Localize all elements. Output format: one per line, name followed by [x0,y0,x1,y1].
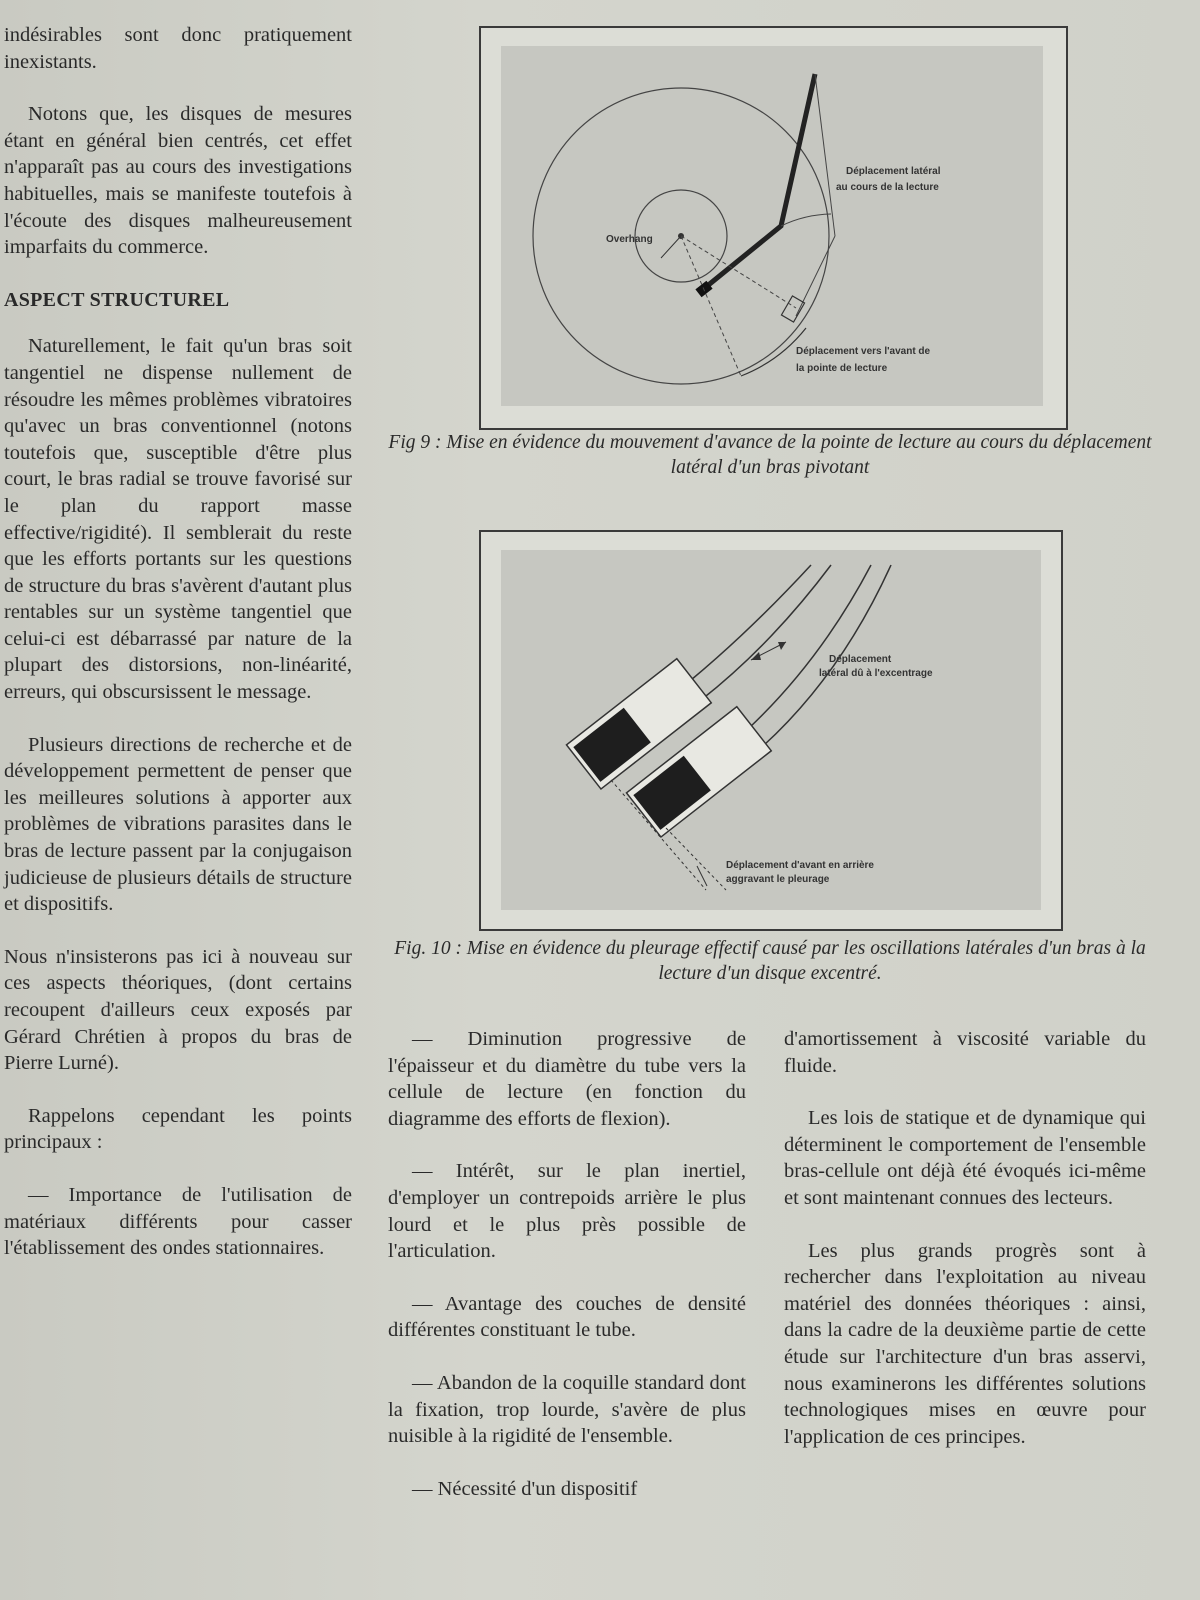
paragraph: Nous n'insisterons pas ici à nouveau sur ces aspects théoriques, (dont certains recoupent d'ailleurs ceux exposés par Gérard Chrétien à propos du bras de Pierre Lurné). [4,945,352,1075]
figure-9-caption: Fig 9 : Mise en évidence du mouvement d'avance de la pointe de lecture au cours du déplacement latéral d'un bras pivotant [388,432,1152,478]
list-item: — Nécessité d'un dispositif [412,1477,638,1500]
paragraph: Plusieurs directions de recherche et de développement permettent de penser que les meilleures solutions à apporter aux problèmes de vibrations parasites dans le bras de lecture passent par la conjugaison judicieuse de plusieurs détails de structure et dispositifs. [4,733,352,916]
paragraph: — Importance de l'utilisation de matériaux différents pour casser l'établissement des ondes stationnaires. [4,1183,352,1260]
front-back-label-line2: aggravant le pleurage [726,874,830,885]
paragraph: Rappelons cependant les points principaux : [4,1104,352,1154]
middle-column [388,1026,746,1528]
figure-9-diagram [501,46,1043,406]
figure-10-diagram [501,550,1041,910]
front-back-label-line1: Déplacement d'avant en arrière [726,860,874,871]
lateral-label-line1: Déplacement latéral [846,166,941,177]
list-item: — Intérêt, sur le plan inertiel, d'employer un contrepoids arrière le plus lourd et le plus près possible de l'articulation. [388,1160,746,1263]
paragraph: indésirables sont donc pratiquement inexistants. [4,24,352,73]
forward-label-line2: la pointe de lecture [796,363,888,374]
section-heading: ASPECT STRUCTUREL [4,288,230,311]
paragraph: Naturellement, le fait qu'un bras soit tangentiel ne dispense nullement de résoudre les mêmes problèmes vibratoires qu'avec un bras conventionnel (notons toutefois que, susceptible d'être plus court, le bras radial se trouve favorisé sur le plan du rapport masse effective/rigidité). Il semblerait du reste que les efforts portants sur les questions de structure du bras s'avèrent d'autant plus rentables sur un système tangentiel que celui-ci est débarrassé par nature de la plupart des distorsions, non-linéarité, erreurs, qui obscursissent le message. [4,335,352,704]
lateral-label-line2: au cours de la lecture [836,182,939,193]
figure-10-background [501,550,1041,910]
lateral-label-line2: latéral dû à l'excentrage [819,668,933,679]
list-item: — Avantage des couches de densité différentes constituant le tube. [388,1292,746,1342]
figure-10 [479,530,1063,931]
forward-label-line1: Déplacement vers l'avant de [796,346,931,357]
paragraph: Notons que, les disques de mesures étant en général bien centrés, cet effet n'apparaît pas au cours des investigations habituelles, mais se manifeste toutefois à l'écoute des disques malheureusement imparfaits du commerce. [4,103,352,259]
figure-10-caption: Fig. 10 : Mise en évidence du pleurage effectif causé par les oscillations latérales d'un bras à la lecture d'un disque excentré. [394,938,1146,984]
left-column [4,22,352,1288]
overhang-label: Overhang [606,234,653,245]
list-item: — Abandon de la coquille standard dont la fixation, trop lourde, s'avère de plus nuisible à la rigidité de l'ensemble. [388,1371,746,1448]
figure-9 [479,26,1068,430]
right-column [784,1026,1146,1476]
lateral-label-line1: Déplacement [829,654,892,665]
paragraph: Les plus grands progrès sont à rechercher dans l'exploitation au niveau matériel des données théoriques : ainsi, dans la cadre de la deuxième partie de cette étude sur l'architecture d'un bras asservi, nous examinerons les différentes solutions technologiques mises en œuvre pour l'application de ces principes. [784,1239,1146,1448]
paragraph: Les lois de statique et de dynamique qui déterminent le comportement de l'ensemble bras-cellule ont déjà été évoqués ici-même et sont maintenant connues des lecteurs. [784,1107,1146,1209]
list-item: — Diminution progressive de l'épaisseur et du diamètre du tube vers la cellule de lecture (en fonction du diagramme des efforts de flexion). [388,1028,746,1130]
paragraph: d'amortissement à viscosité variable du fluide. [784,1028,1146,1077]
